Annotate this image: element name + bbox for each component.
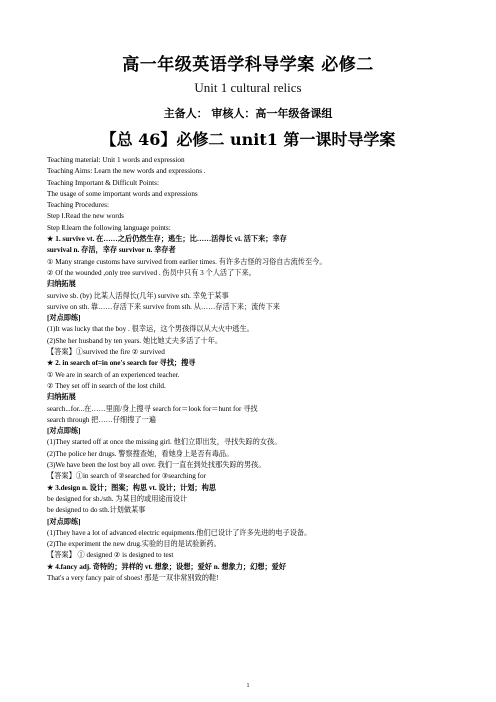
exercise-line: (1)They started off at once the missing girl. 他们立即出发，寻找失踪的女孩。 — [47, 438, 282, 447]
exercise-line: (1)It was lucky that the boy . 很幸运，这个男孩得以从大火中逃生。 — [47, 325, 254, 334]
answer-line: 【答案】①in search of ②searched for ③searching for — [47, 472, 206, 481]
example-line: ② Of the wounded ,only tree survived . 伤员中只有 3 个人活了下来。 — [47, 268, 256, 277]
vocab-heading: ★ 3.design n. 设计；图案；构思 vt. 设计；计划；构思 — [47, 483, 216, 492]
text-line: Teaching material: Unit 1 words and expression — [47, 156, 185, 164]
section-label: [对点即练] — [47, 427, 81, 436]
answer-line: 【答案】 ① designed ② is designed to test — [47, 551, 174, 560]
exercise-line: (2)She her husband by ten years. 她比她丈夫多活了十年。 — [47, 336, 223, 345]
page-number: 1 — [246, 683, 250, 689]
text-line: survive sb. (by) 比某人活得长(几年) survive sth. 幸免于某事 — [47, 291, 229, 300]
text-line: Teaching Procedures: — [47, 201, 109, 210]
answer-line: 【答案】①survived the fire ② survived — [47, 348, 165, 357]
section-label: [对点即练] — [47, 314, 81, 323]
example-line: That's a very fancy pair of shoes! 那是一双非常别致的鞋! — [47, 573, 219, 582]
vocab-heading: ★ 1. survive vt. 在……之后仍然生存；逃生；比……活得长 vi. 活下来；幸存 — [47, 235, 287, 244]
section-label: 归纳拓展 — [47, 393, 76, 402]
text-line: Teaching Important & Difficult Points: — [47, 178, 159, 187]
exercise-line: (2)The police her drugs. 警察搜查她，看她身上是否有毒品。 — [47, 449, 234, 458]
section-label: [对点即练] — [47, 517, 81, 526]
main-title: 高一年级英语学科导学案 必修二 — [122, 55, 374, 75]
preparer-line: 主备人： 审核人：高一年级备课组 — [163, 107, 333, 120]
unit-title: Unit 1 cultural relics — [194, 80, 302, 95]
text-line: Teaching Aims: Learn the new words and expressions . — [47, 167, 206, 176]
text-line: be designed for sb./sth. 为某目的或用途而设计 — [47, 494, 188, 503]
lesson-title: 【总 46】必修二 unit1 第一课时导学案 — [100, 130, 396, 149]
exercise-line: (1)They have a lot of advanced electric equipments.他们已设计了许多先进的电子设备。 — [47, 528, 312, 537]
example-line: ① Many strange customs have survived from earlier times. 有许多古怪的习俗自古流传至今。 — [47, 257, 327, 266]
text-line: The usage of some important words and expressions — [47, 189, 198, 198]
text-line: be designed to do sth.计划做某事 — [47, 506, 146, 515]
example-line: ① We are in search of an experienced teacher. — [47, 370, 180, 379]
document-body — [47, 155, 467, 584]
text-line: Step Ⅱ.learn the following language points: — [47, 223, 171, 232]
vocab-subline: survival n. 存活，幸存 survivor n. 幸存者 — [47, 246, 176, 255]
exercise-line: (3)We have been the lost boy all over. 我们一直在到处找那失踪的男孩。 — [47, 461, 266, 470]
text-line: Step Ⅰ.Read the new words — [47, 212, 124, 221]
vocab-heading: ★ 4.fancy adj. 奇特的；异样的 vt. 想象；设想；爱好 n. 想象力；幻想；爱好 — [47, 562, 287, 571]
text-line: survive on sth. 靠……存活下来 survive from sth. 从……存活下来；流传下来 — [47, 302, 280, 311]
section-label: 归纳拓展 — [47, 280, 76, 289]
text-line: search through 把……仔细搜了一遍 — [47, 415, 156, 424]
text-line: search...for...在……里面/身上搜寻 search for＝look for＝hunt for 寻找 — [47, 404, 258, 413]
example-line: ② They set off in search of the lost child. — [47, 381, 166, 390]
vocab-heading: ★ 2. in search of=in one's search for 寻找；搜寻 — [47, 359, 196, 368]
exercise-line: (2)The experiment the new drug.实验的目的是试验新药。 — [47, 540, 221, 549]
